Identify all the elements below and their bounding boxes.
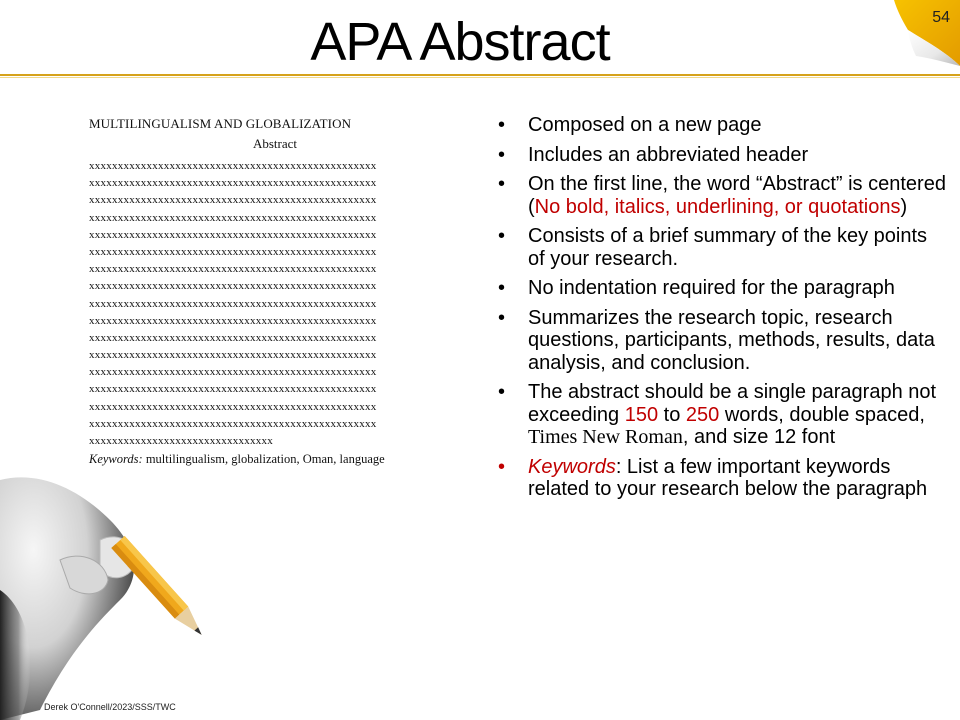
placeholder-text-block (89, 158, 469, 450)
placeholder-line: xxxxxxxxxxxxxxxxxxxxxxxxxxxxxxxxxxxxxxxxxxxxxxxxxx (89, 331, 377, 344)
placeholder-line: xxxxxxxxxxxxxxxxxxxxxxxxxxxxxxxxxxxxxxxxxxxxxxxxxx (89, 263, 377, 276)
bullet-item: • Includes an abbreviated header (498, 143, 809, 166)
footer-credit: Derek O'Connell/2023/SSS/TWC (44, 702, 176, 712)
placeholder-line: xxxxxxxxxxxxxxxxxxxxxxxxxxxxxxxxxxxxxxxxxxxxxxxxxx (89, 314, 377, 327)
bullet-item: • Keywords: List a few important keywords related to your research below the paragraph (498, 455, 928, 500)
bullet-list (498, 114, 948, 508)
placeholder-line: xxxxxxxxxxxxxxxxxxxxxxxxxxxxxxxxxxxxxxxxxxxxxxxxxx (89, 349, 377, 362)
bullet-item: • Consists of a brief summary of the key points of your research. (498, 225, 928, 270)
hand-with-pencil-image (0, 470, 260, 720)
keywords-list: multilingualism, globalization, Oman, language (142, 452, 385, 467)
placeholder-line: xxxxxxxxxxxxxxxxxxxxxxxxxxxxxxxxxxxxxxxxxxxxxxxxxx (89, 280, 377, 293)
word-count-max: 250 (685, 403, 720, 426)
placeholder-line: xxxxxxxxxxxxxxxxxxxxxxxxxxxxxxxxxxxxxxxxxxxxxxxxxx (89, 211, 377, 224)
running-header: MULTILINGUALISM AND GLOBALIZATION (89, 116, 352, 131)
keywords-line (89, 452, 469, 467)
keywords-label: Keywords: (89, 452, 143, 467)
title-underline-highlight (0, 77, 960, 78)
font-name: Times New Roman (528, 426, 683, 448)
placeholder-line: xxxxxxxxxxxxxxxxxxxxxxxxxxxxxxxxxxxxxxxxxxxxxxxxxx (89, 245, 377, 258)
bullet-item: • On the first line, the word “Abstract” is centered (No bold, italics, underlining, or quotations) (498, 173, 946, 218)
bullet-item: • The abstract should be a single paragraph not exceeding 150 to 250 words, double spaced, Times New Roman, and size 12 font (498, 381, 937, 448)
slide-number: 54 (932, 9, 950, 26)
page-curl-icon (894, 0, 960, 66)
placeholder-line: xxxxxxxxxxxxxxxxxxxxxxxxxxxxxxxxxxxxxxxxxxxxxxxxxx (89, 194, 377, 207)
keywords-term: Keywords (528, 455, 616, 478)
placeholder-line: xxxxxxxxxxxxxxxxxxxxxxxxxxxxxxxxxxxxxxxxxxxxxxxxxx (89, 297, 377, 310)
word-count-min: 150 (624, 403, 659, 426)
formatting-warning: No bold, italics, underlining, or quotations (534, 195, 901, 218)
placeholder-line: xxxxxxxxxxxxxxxxxxxxxxxxxxxxxxxx (89, 435, 273, 447)
placeholder-line: xxxxxxxxxxxxxxxxxxxxxxxxxxxxxxxxxxxxxxxxxxxxxxxxxx (89, 160, 377, 172)
title-underline (0, 74, 960, 76)
slide-title: APA Abstract (310, 12, 610, 72)
placeholder-line: xxxxxxxxxxxxxxxxxxxxxxxxxxxxxxxxxxxxxxxxxxxxxxxxxx (89, 228, 377, 241)
bullet-item: • Composed on a new page (498, 114, 762, 136)
placeholder-line: xxxxxxxxxxxxxxxxxxxxxxxxxxxxxxxxxxxxxxxxxxxxxxxxxx (89, 417, 377, 430)
placeholder-line: xxxxxxxxxxxxxxxxxxxxxxxxxxxxxxxxxxxxxxxxxxxxxxxxxx (89, 366, 377, 379)
placeholder-line: xxxxxxxxxxxxxxxxxxxxxxxxxxxxxxxxxxxxxxxxxxxxxxxxxx (89, 400, 377, 413)
bullet-item: • No indentation required for the paragraph (498, 277, 895, 299)
placeholder-line: xxxxxxxxxxxxxxxxxxxxxxxxxxxxxxxxxxxxxxxxxxxxxxxxxx (89, 177, 377, 190)
abstract-sample-page (89, 116, 469, 467)
placeholder-line: xxxxxxxxxxxxxxxxxxxxxxxxxxxxxxxxxxxxxxxxxxxxxxxxxx (89, 383, 377, 396)
abstract-heading: Abstract (252, 136, 298, 151)
bullet-item: • Summarizes the research topic, research questions, participants, methods, results, data analysis, and conclusion. (498, 306, 935, 374)
